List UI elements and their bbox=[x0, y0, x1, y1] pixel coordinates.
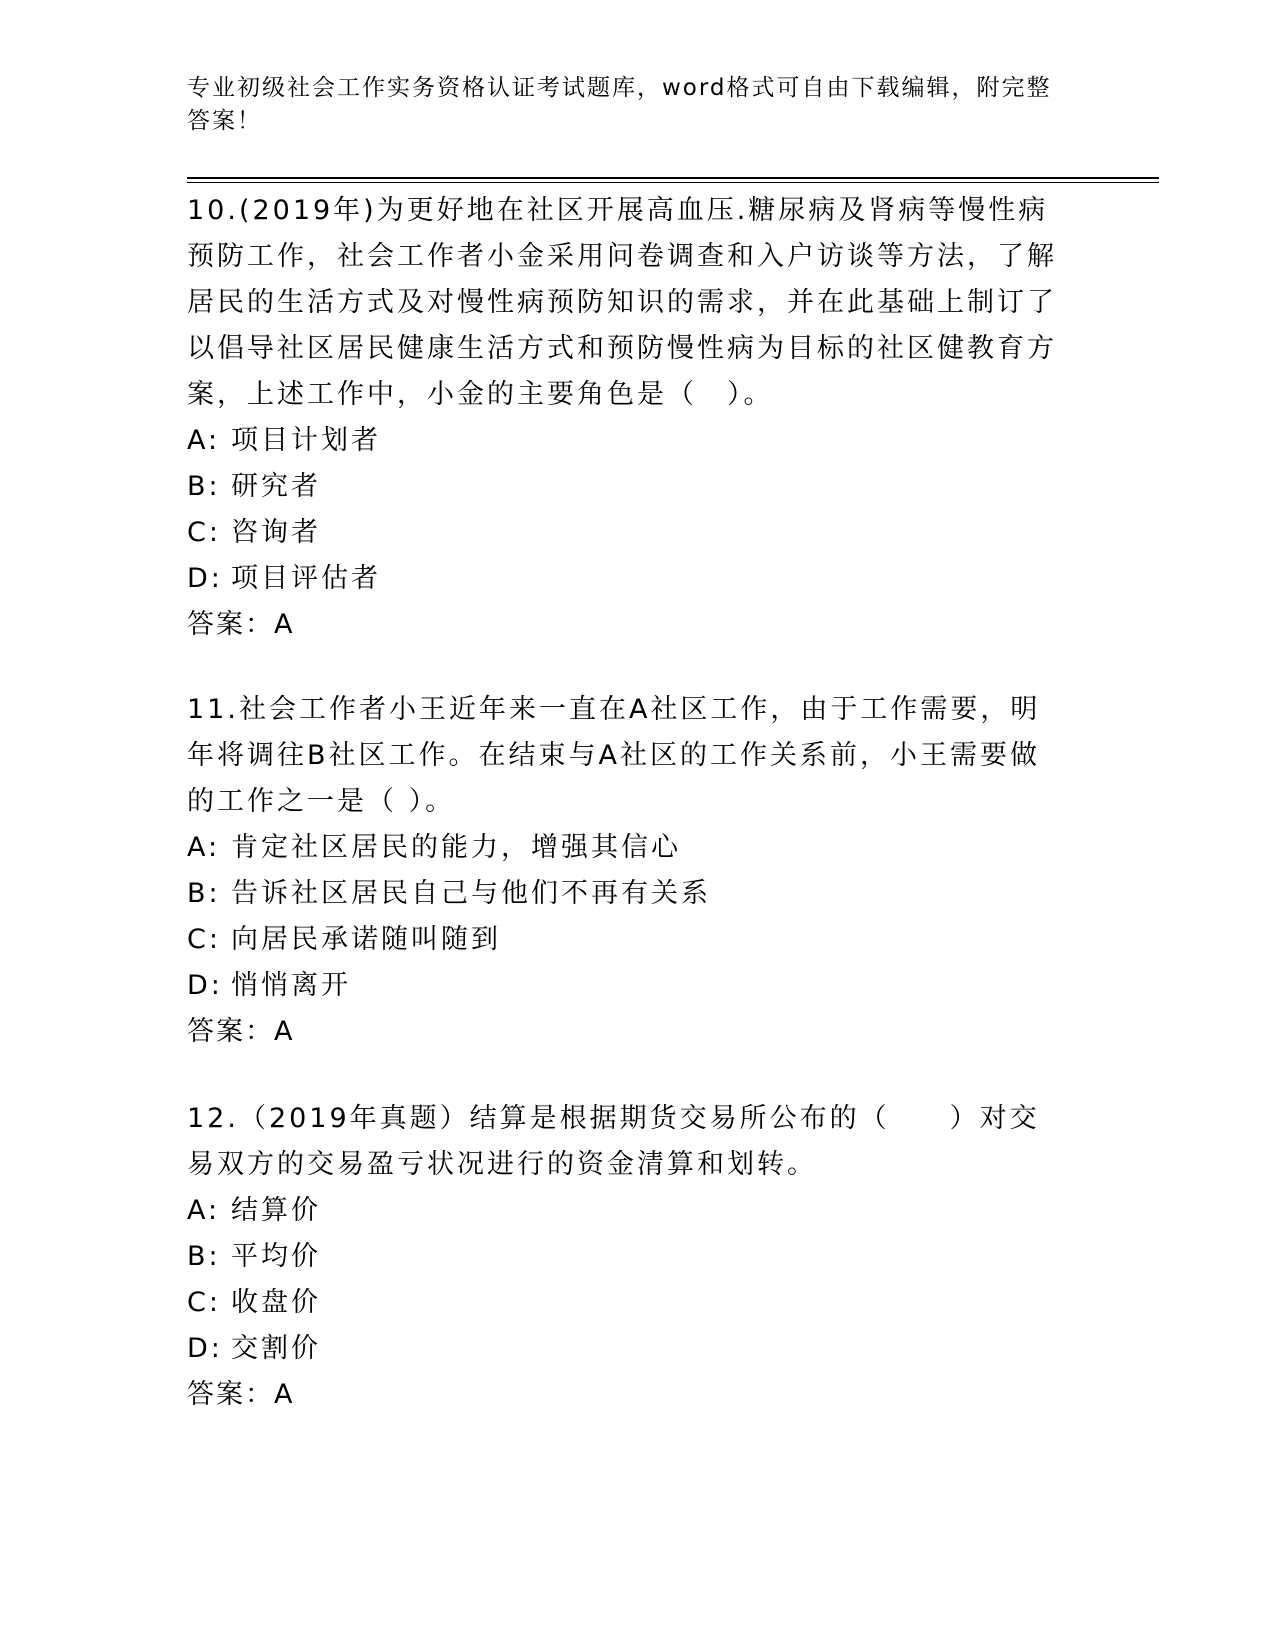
option-text: 平均价 bbox=[231, 1241, 321, 1272]
option-text: 项目计划者 bbox=[231, 425, 381, 456]
option-b bbox=[187, 464, 1067, 510]
option-letter: A: bbox=[187, 425, 221, 456]
document-header: 专业初级社会工作实务资格认证考试题库，word格式可自由下载编辑，附完整答案！ bbox=[187, 75, 1052, 134]
question-stem: 12.（2019年真题）结算是根据期货交易所公布的（ ）对交易双方的交易盈亏状况进行的资金清算和划转。 bbox=[187, 1103, 1040, 1180]
option-text: 交割价 bbox=[231, 1333, 321, 1364]
option-c bbox=[187, 510, 1067, 556]
option-a bbox=[187, 1188, 1067, 1234]
option-text: 研究者 bbox=[231, 471, 321, 502]
answer-line: 答案：A bbox=[187, 1016, 295, 1047]
option-text: 结算价 bbox=[231, 1195, 321, 1226]
option-a bbox=[187, 825, 1067, 871]
option-text: 收盘价 bbox=[231, 1287, 321, 1318]
option-text: 咨询者 bbox=[231, 517, 321, 548]
option-letter: B: bbox=[187, 878, 221, 909]
answer-line: 答案：A bbox=[187, 1379, 295, 1410]
option-letter: D: bbox=[187, 563, 223, 594]
header-divider bbox=[187, 177, 1159, 183]
option-a bbox=[187, 418, 1067, 464]
option-letter: C: bbox=[187, 1287, 221, 1318]
question-stem: 10.(2019年)为更好地在社区开展高血压.糖尿病及肾病等慢性病预防工作，社会工作者小金采用问卷调查和入户访谈等方法，了解居民的生活方式及对慢性病预防知识的需求，并在此基础上制订了以倡导社区居民健康生活方式和预防慢性病为目标的社区健教育方案，上述工作中，小金的主要角色是（ ）。 bbox=[187, 195, 1057, 410]
question-12 bbox=[187, 1096, 1067, 1418]
option-c bbox=[187, 917, 1067, 963]
option-text: 向居民承诺随叫随到 bbox=[231, 924, 501, 955]
option-d bbox=[187, 963, 1067, 1009]
option-letter: D: bbox=[187, 1333, 223, 1364]
option-text: 告诉社区居民自己与他们不再有关系 bbox=[231, 878, 711, 909]
option-b bbox=[187, 871, 1067, 917]
question-11 bbox=[187, 687, 1067, 1055]
option-text: 项目评估者 bbox=[231, 563, 381, 594]
option-letter: B: bbox=[187, 1241, 221, 1272]
option-d bbox=[187, 556, 1067, 602]
option-text: 悄悄离开 bbox=[231, 970, 351, 1001]
question-stem: 11.社会工作者小王近年来一直在A社区工作，由于工作需要，明年将调往B社区工作。在结束与A社区的工作关系前，小王需要做的工作之一是（ ）。 bbox=[187, 694, 1041, 817]
option-letter: C: bbox=[187, 517, 221, 548]
option-letter: A: bbox=[187, 1195, 221, 1226]
option-b bbox=[187, 1234, 1067, 1280]
option-letter: D: bbox=[187, 970, 223, 1001]
answer-line: 答案：A bbox=[187, 609, 295, 640]
option-text: 肯定社区居民的能力，增强其信心 bbox=[231, 832, 681, 863]
option-letter: C: bbox=[187, 924, 221, 955]
option-letter: B: bbox=[187, 471, 221, 502]
option-d bbox=[187, 1326, 1067, 1372]
question-10 bbox=[187, 188, 1067, 648]
option-c bbox=[187, 1280, 1067, 1326]
option-letter: A: bbox=[187, 832, 221, 863]
